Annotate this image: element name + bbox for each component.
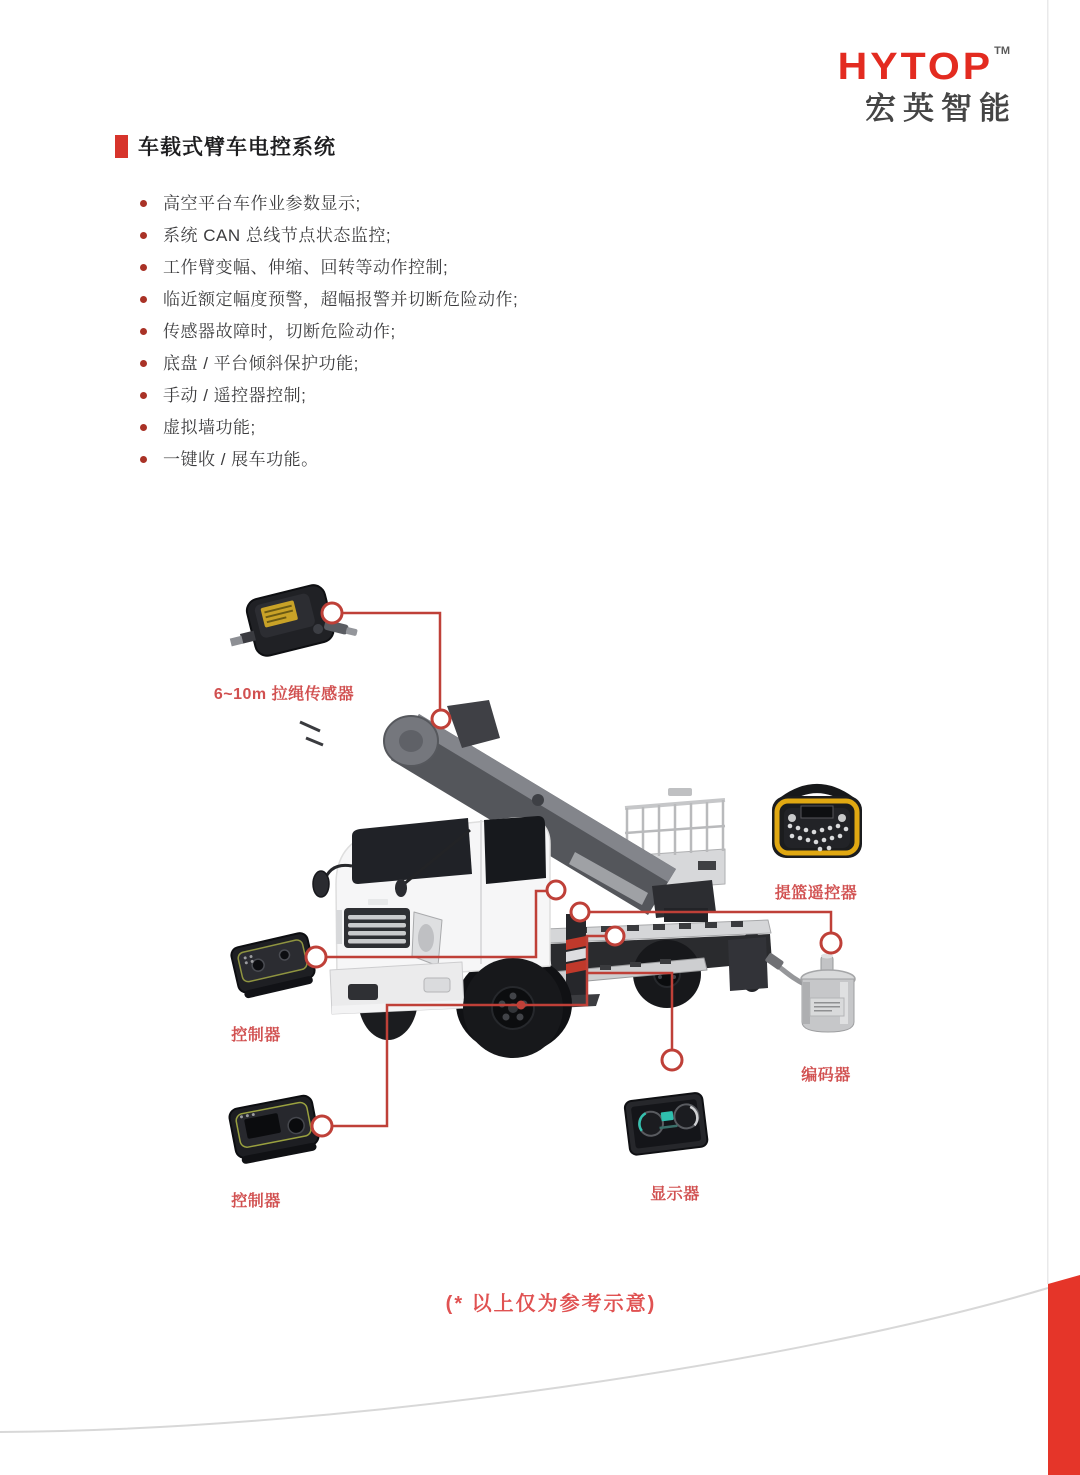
feature-text: 手动 / 遥控器控制; (163, 386, 307, 405)
heading-red-block (115, 135, 128, 158)
feature-text: 高空平台车作业参数显示; (163, 194, 361, 213)
label-controller-1: 控制器 (231, 1027, 281, 1044)
marker-rope-sensor-end (322, 603, 342, 623)
feature-text: 临近额定幅度预警，超幅报警并切断危险动作; (163, 290, 519, 309)
truck-front-wheel (463, 958, 563, 1058)
marker-encoder-start (571, 903, 589, 921)
trademark-symbol: TM (994, 45, 1010, 57)
feature-text: 虚拟墙功能; (163, 418, 256, 437)
marker-boom-point (432, 710, 450, 728)
feature-item (136, 386, 518, 405)
bullet-dot (140, 296, 147, 303)
brand-wordmark: HYTOP (837, 44, 994, 88)
bullet-dot (140, 424, 147, 431)
bullet-dot (140, 456, 147, 463)
feature-item (136, 258, 518, 277)
feature-text: 传感器故障时，切断危险动作; (163, 322, 396, 341)
feature-text: 一键收 / 展车功能。 (163, 450, 319, 469)
brand-logo (837, 44, 1017, 126)
corner-red-band (1048, 1275, 1080, 1475)
section-heading (115, 131, 336, 161)
display-image (624, 1092, 708, 1155)
bullet-dot (140, 360, 147, 367)
label-encoder: 编码器 (801, 1067, 851, 1084)
bullet-dot (140, 264, 147, 271)
bullet-dot (140, 392, 147, 399)
marker-bed-point (606, 927, 624, 945)
feature-list (136, 194, 518, 482)
marker-controller-1-end (306, 947, 326, 967)
label-display: 显示器 (650, 1186, 700, 1203)
feature-item (136, 322, 518, 341)
bullet-dot (140, 232, 147, 239)
reference-note: (* 以上仅为参考示意) (445, 1293, 657, 1315)
controller-1-image (230, 932, 318, 1000)
feature-item (136, 290, 518, 309)
marker-encoder-end (821, 933, 841, 953)
marker-turret-point (547, 881, 565, 899)
brand-chinese-name: 宏英智能 (865, 91, 1017, 126)
bullet-dot (140, 200, 147, 207)
marker-controller-2-end (312, 1116, 332, 1136)
feature-item (136, 226, 518, 245)
feature-item (136, 450, 518, 469)
label-controller-2: 控制器 (231, 1193, 281, 1210)
encoder-image (765, 952, 855, 1032)
controller-2-image (228, 1094, 321, 1165)
marker-display-end (662, 1050, 682, 1070)
bullet-dot (140, 328, 147, 335)
feature-item (136, 418, 518, 437)
feature-text: 底盘 / 平台倾斜保护功能; (163, 354, 359, 373)
label-basket-remote: 提篮遥控器 (774, 885, 858, 902)
feature-text: 系统 CAN 总线节点状态监控; (163, 226, 392, 245)
page-title: 车载式臂车电控系统 (138, 136, 336, 159)
basket-remote-image (772, 789, 862, 859)
turret (652, 880, 716, 922)
marker-chassis-dot (517, 1001, 526, 1010)
feature-item (136, 354, 518, 373)
label-rope-sensor: 6~10m 拉绳传感器 (213, 686, 355, 703)
feature-item (136, 194, 518, 213)
rear-box (728, 937, 768, 991)
page-edge-line (1047, 0, 1049, 1284)
connector-rope-sensor (342, 613, 440, 710)
feature-text: 工作臂变幅、伸缩、回转等动作控制; (163, 258, 449, 277)
